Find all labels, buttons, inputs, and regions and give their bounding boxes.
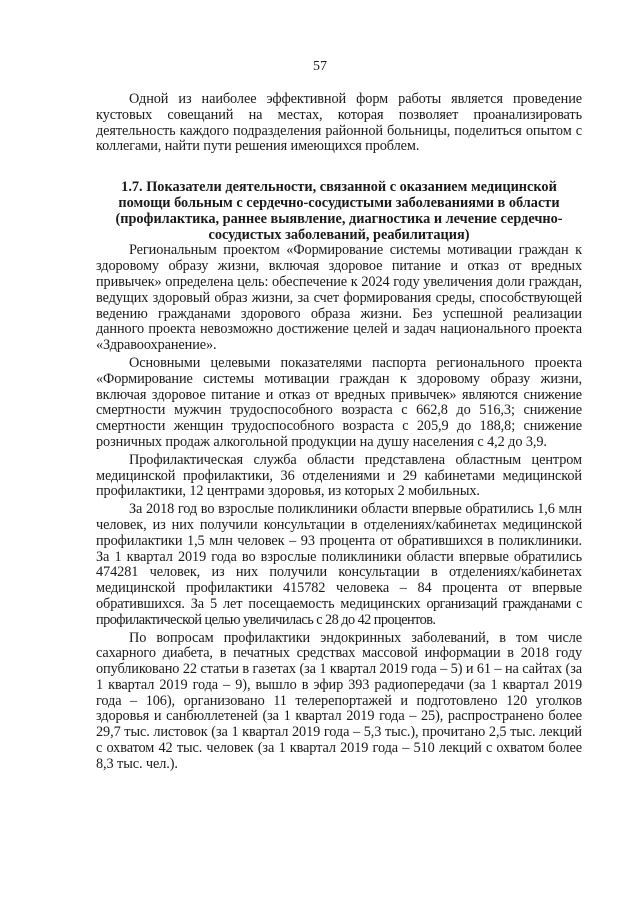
paragraph-polyclinic-visits xyxy=(96,502,582,628)
section-heading: 1.7. Показатели деятельности, связанной с оказанием медицинской помощи больным с сердечно-сосудистыми заболеваниями в области (профилактика, раннее выявление, диагностика и лечение сердечно-сосудистых заболеваний, реабилитация) xyxy=(115,179,563,243)
document-body xyxy=(96,92,582,773)
paragraph-polyclinic-visits-tail: организаций гражданами с профилактической целью увеличилась с 28 до 42 процентов. xyxy=(96,595,582,628)
paragraph-regional-project: Региональным проектом «Формирование системы мотивации граждан к здоровому образу жизни, включая здоровое питание и отказ от вредных привычек» определена цель: обеспечение к 2024 году увеличения доли граждан, ведущих здоровый образ жизни, за счет формирования среды, способствующей ведению гражданами здорового образа жизни. Без успешной реализации данного проекта невозможно достижение целей и задач национального проекта «Здравоохранение». xyxy=(96,242,582,354)
paragraph-target-indicators: Основными целевыми показателями паспорта регионального проекта «Формирование системы мотивации граждан к здоровому образу жизни, включая здоровое питание и отказ от вредных привычек» являются снижение смертности мужчин трудоспособного возраста с 662,8 до 516,3; снижение смертности женщин трудоспособного возраста с 205,9 до 188,8; снижение розничных продаж алкогольной продукции на душу населения с 4,2 до 3,9. xyxy=(96,354,582,450)
paragraph-endocrine-prevention: По вопросам профилактики эндокринных заболеваний, в том числе сахарного диабета, в печатных средствах массовой информации в 2018 году опубликовано 22 статьи в газетах (за 1 квартал 2019 года – 5) и 61 – на сайтах (за 1 квартал 2019 года – 9), вышло в эфир 393 радиопередачи (за 1 квартал 2019 года – 106), организовано 11 телерепортажей и подготовлено 120 уголков здоровья и санбюллетеней (за 1 квартал 2019 года – 25), распространено более 29,7 тыс. листовок (за 1 квартал 2019 года – 5,3 тыс.), прочитано 2,5 тыс. лекций с охватом 42 тыс. человек (за 1 квартал 2019 года – 510 лекций с охватом более 8,3 тыс. чел.). xyxy=(96,629,582,772)
paragraph-prevention-service: Профилактическая служба области представлена областным центром медицинской профилактики, 36 отделениями и 29 кабинетами медицинской профилактики, 12 центрами здоровья, из которых 2 мобильных. xyxy=(96,451,582,500)
page-number: 57 xyxy=(313,59,327,74)
paragraph-polyclinic-visits-text: За 2018 год во взрослые поликлиники области впервые обратились 1,6 млн человек, из них получили консультации в отделениях/кабинетах медицинской профилактики 1,5 млн человек – 93 процента от обратившихся в поликлиники. За 1 квартал 2019 года во взрослые поликлиники области впервые обратились 474281 человек, из них получили консультации в отделениях/кабинетах медицинской профилактики 415782 человека – 84 процента от впервые обратившихся. За 5 лет посещаемость медицинских xyxy=(96,501,582,612)
paragraph-meetings: Одной из наиболее эффективной форм работы является проведение кустовых совещаний на местах, которая позволяет проанализировать деятельность каждого подразделения районной больницы, поделиться опытом с коллегами, найти пути решения имеющихся проблем. xyxy=(96,91,582,155)
